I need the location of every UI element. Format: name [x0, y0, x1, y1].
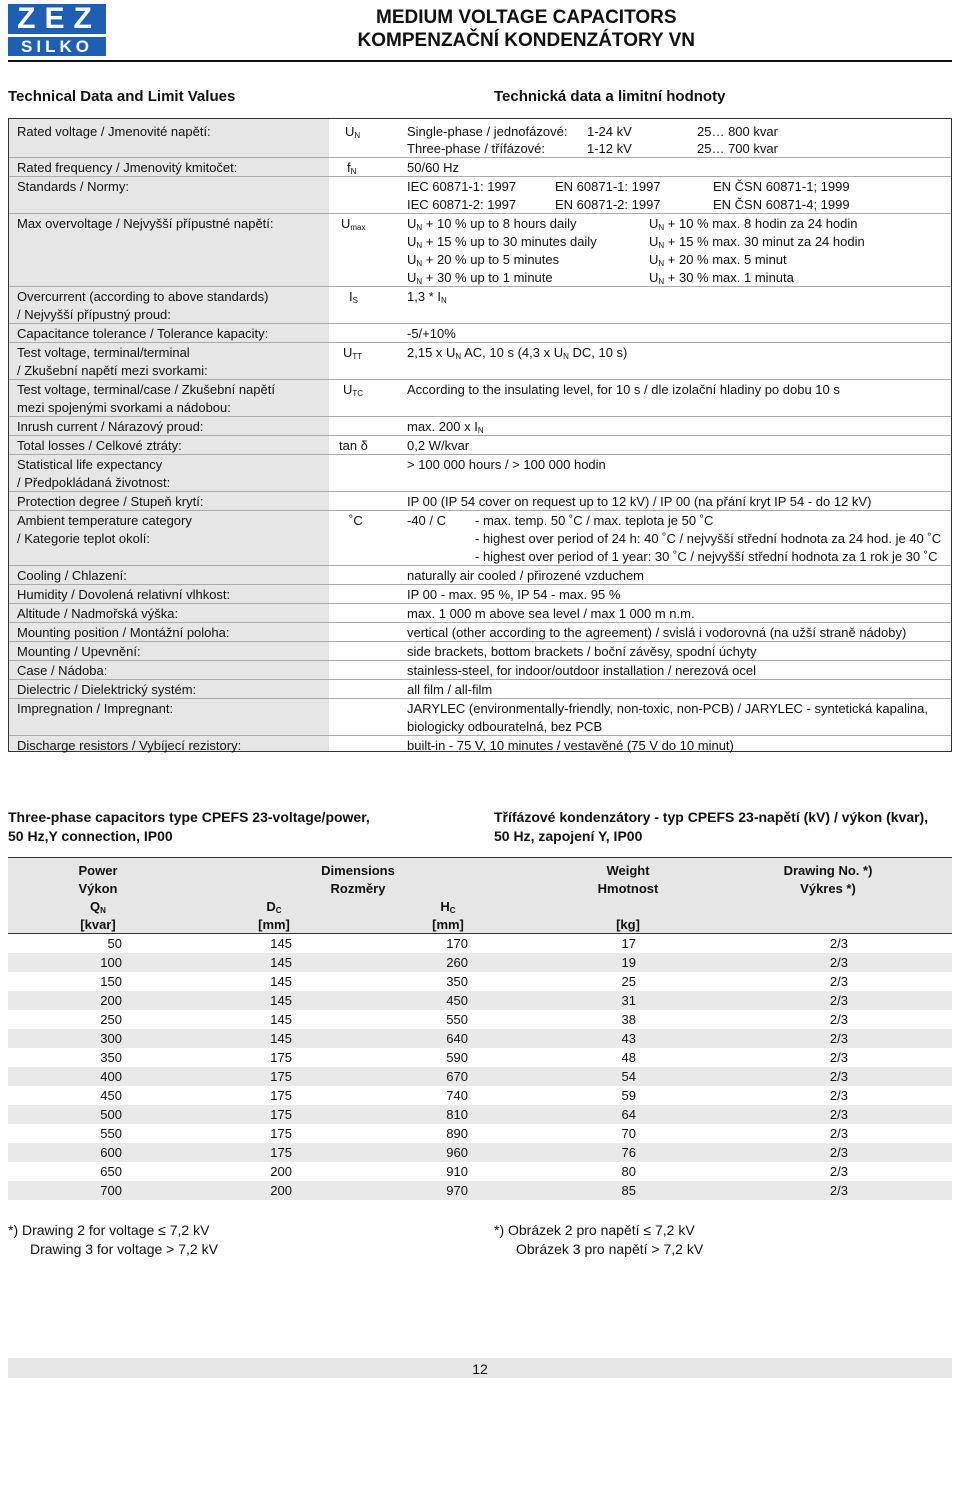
- three-phase-heading-en: [8, 808, 370, 846]
- value-mounting: side brackets, bottom brackets / boční závěsy, spodní úchyty: [407, 644, 757, 659]
- value-ambient-class: -40 / C: [407, 513, 447, 528]
- value-altitude: max. 1 000 m above sea level / max 1 000 m n.m.: [407, 606, 695, 621]
- standard-en-1: EN 60871-1: 1997: [555, 179, 661, 194]
- cell-height: 260: [446, 955, 468, 970]
- cell-diameter: 175: [270, 1088, 292, 1103]
- label-cooling: Cooling / Chlazení:: [17, 568, 127, 583]
- cell-power: 150: [100, 974, 122, 989]
- cell-power: 300: [100, 1031, 122, 1046]
- table-row: [8, 1048, 952, 1067]
- symbol-frequency: $f_N$: [347, 160, 357, 176]
- value-test-tt: 2,15 x $U_N$ AC, 10 s (4,3 x $U_N$ DC, 10 s): [407, 345, 628, 361]
- cell-drawing: 2/3: [829, 993, 848, 1008]
- cell-diameter: 145: [270, 1012, 292, 1027]
- table-row: [8, 972, 952, 991]
- label-inrush: Inrush current / Nárazový proud:: [17, 419, 204, 434]
- label-test-tt: Test voltage, terminal/terminal: [17, 345, 190, 360]
- header-power: Power: [78, 863, 118, 878]
- page-title: [358, 6, 695, 52]
- cell-drawing: 2/3: [829, 1126, 848, 1141]
- cell-weight: 76: [621, 1145, 636, 1160]
- symbol-test-tc: $U_{TC}$: [343, 382, 364, 398]
- cell-power: 700: [100, 1183, 122, 1198]
- cell-drawing: 2/3: [829, 936, 848, 951]
- header-weight-unit: [kg]: [616, 917, 640, 932]
- header-dc: $D_C$: [266, 899, 282, 915]
- value-humidity: IP 00 - max. 95 %, IP 54 - max. 95 %: [407, 587, 621, 602]
- cell-height: 810: [446, 1107, 468, 1122]
- value-frequency: 50/60 Hz: [407, 160, 460, 175]
- cell-power: 650: [100, 1164, 122, 1179]
- cell-height: 590: [446, 1050, 468, 1065]
- cell-drawing: 2/3: [829, 1069, 848, 1084]
- label-life: Statistical life expectancy: [17, 457, 163, 472]
- standard-iec-1: IEC 60871-1: 1997: [407, 179, 517, 194]
- three-phase-heading-en-line2: 50 Hz,Y connection, IP00: [8, 828, 173, 844]
- cell-drawing: 2/3: [829, 974, 848, 989]
- table-row: [8, 1162, 952, 1181]
- cell-height: 970: [446, 1183, 468, 1198]
- cell-power: 350: [100, 1050, 122, 1065]
- cell-weight: 48: [621, 1050, 636, 1065]
- three-phase-heading-cz-line2: 50 Hz, zapojení Y, IP00: [494, 828, 643, 844]
- label-humidity: Humidity / Dovolená relativní vlhkost:: [17, 587, 231, 602]
- header-drawing-cz: Výkres *): [800, 881, 856, 896]
- table-row: [8, 1181, 952, 1200]
- value-overcurrent: $1,3 * I_N$: [407, 289, 447, 305]
- cell-weight: 17: [621, 936, 636, 951]
- value-single-phase: Single-phase / jednofázové:: [407, 124, 568, 139]
- standard-csn-1: EN ČSN 60871-1; 1999: [713, 179, 850, 194]
- cell-weight: 64: [621, 1107, 636, 1122]
- value-ambient-24h: - highest over period of 24 h: 40 ˚C / nejvyšší střední hodnota za 24 hod. je 40 ˚C: [475, 531, 942, 546]
- label-frequency: Rated frequency / Jmenovitý kmitočet:: [17, 160, 238, 175]
- cell-height: 670: [446, 1069, 468, 1084]
- cell-power: 250: [100, 1012, 122, 1027]
- value-three-phase-kv: 1-12 kV: [587, 141, 632, 156]
- cell-drawing: 2/3: [829, 1164, 848, 1179]
- cell-diameter: 175: [270, 1069, 292, 1084]
- header-rule: [8, 60, 952, 62]
- cell-diameter: 145: [270, 1031, 292, 1046]
- cell-drawing: 2/3: [829, 1050, 848, 1065]
- value-inrush: max. 200 x $I_N$: [407, 419, 484, 435]
- label-rated-voltage: Rated voltage / Jmenovité napětí:: [17, 124, 211, 139]
- cell-weight: 70: [621, 1126, 636, 1141]
- cell-drawing: 2/3: [829, 1183, 848, 1198]
- cell-drawing: 2/3: [829, 1145, 848, 1160]
- label-protection: Protection degree / Stupeň krytí:: [17, 494, 204, 509]
- table-header: [8, 857, 952, 934]
- table-row: [8, 1105, 952, 1124]
- header-hc-unit: [mm]: [432, 917, 464, 932]
- overvoltage-en-3: $U_N + 20$ % up to 5 minutes: [407, 252, 560, 268]
- header-power-symbol: $Q_N$: [90, 899, 106, 915]
- symbol-rated-voltage: $U_N$: [345, 124, 361, 140]
- overvoltage-cz-4: $U_N + 30$ % max. 1 minuta: [649, 270, 794, 286]
- cell-height: 450: [446, 993, 468, 1008]
- title-en: MEDIUM VOLTAGE CAPACITORS: [376, 7, 677, 28]
- company-logo: [8, 4, 106, 56]
- page-number: 12: [472, 1361, 488, 1377]
- cell-height: 640: [446, 1031, 468, 1046]
- cell-weight: 85: [621, 1183, 636, 1198]
- cell-diameter: 175: [270, 1107, 292, 1122]
- label-test-tc-cz: mezi spojenými svorkami a nádobou:: [17, 400, 231, 415]
- label-test-tt-cz: / Zkušební napětí mezi svorkami:: [17, 363, 208, 378]
- cell-power: 100: [100, 955, 122, 970]
- cell-height: 890: [446, 1126, 468, 1141]
- header-hc: $H_C$: [440, 899, 456, 915]
- table-row: [8, 1143, 952, 1162]
- three-phase-heading-en-line1: Three-phase capacitors type CPEFS 23-voltage/power,: [8, 809, 370, 825]
- label-altitude: Altitude / Nadmořská výška:: [17, 606, 179, 621]
- capacitor-table: [8, 857, 952, 1512]
- header-drawing: Drawing No. *): [783, 863, 873, 878]
- value-dielectric: all film / all-film: [407, 682, 493, 697]
- label-discharge: Discharge resistors / Vybíjecí rezistory:: [17, 738, 242, 753]
- header-dc-unit: [mm]: [258, 917, 290, 932]
- value-discharge: built-in - 75 V, 10 minutes / vestavěné (75 V do 10 minut): [407, 738, 734, 753]
- cell-drawing: 2/3: [829, 1088, 848, 1103]
- value-mounting-position: vertical (other according to the agreement) / svislá i vodorovná (na užší straně nádoby): [407, 625, 907, 640]
- footnote-en-1: *) Drawing 2 for voltage ≤ 7,2 kV: [8, 1222, 210, 1238]
- cell-weight: 54: [621, 1069, 636, 1084]
- table-row: [8, 991, 952, 1010]
- cell-drawing: 2/3: [829, 1107, 848, 1122]
- cell-diameter: 145: [270, 936, 292, 951]
- cell-power: 600: [100, 1145, 122, 1160]
- cell-weight: 43: [621, 1031, 636, 1046]
- cell-height: 960: [446, 1145, 468, 1160]
- cell-weight: 25: [621, 974, 636, 989]
- overvoltage-en-1: $U_N + 10$ % up to 8 hours daily: [407, 216, 577, 232]
- value-life: > 100 000 hours / > 100 000 hodin: [407, 457, 606, 472]
- value-single-phase-kv: 1-24 kV: [587, 124, 632, 139]
- cell-diameter: 145: [270, 993, 292, 1008]
- header-weight-cz: Hmotnost: [597, 881, 659, 896]
- label-standards: Standards / Normy:: [17, 179, 129, 194]
- table-row: [8, 1029, 952, 1048]
- overvoltage-cz-2: $U_N + 15$ % max. 30 minut za 24 hodin: [649, 234, 865, 250]
- title-cz: KOMPENZAČNÍ KONDENZÁTORY VN: [357, 30, 695, 51]
- cell-weight: 19: [621, 955, 636, 970]
- cell-power: 450: [100, 1088, 122, 1103]
- value-three-phase: Three-phase / třífázové:: [407, 141, 546, 156]
- cell-diameter: 175: [270, 1126, 292, 1141]
- label-test-tc: Test voltage, terminal/case / Zkušební napětí: [17, 382, 275, 397]
- header-dimensions: Dimensions: [321, 863, 395, 878]
- table-row: [8, 1086, 952, 1105]
- header-power-unit: [kvar]: [80, 917, 116, 932]
- logo-top-text: ZEZ: [8, 4, 106, 34]
- overvoltage-en-4: $U_N + 30$ % up to 1 minute: [407, 270, 553, 286]
- cell-weight: 59: [621, 1088, 636, 1103]
- value-three-phase-kvar: 25… 700 kvar: [697, 141, 778, 156]
- three-phase-heading-cz-line1: Třífázové kondenzátory - typ CPEFS 23-napětí (kV) / výkon (kvar),: [494, 809, 929, 825]
- table-row: [8, 1124, 952, 1143]
- header-dimensions-cz: Rozměry: [330, 881, 386, 896]
- label-life-cz: / Předpokládaná životnost:: [17, 475, 171, 490]
- cell-height: 550: [446, 1012, 468, 1027]
- cell-weight: 38: [621, 1012, 636, 1027]
- label-overcurrent-cz: / Nejvyšší přípustný proud:: [17, 307, 171, 322]
- overvoltage-en-2: $U_N + 15$ % up to 30 minutes daily: [407, 234, 597, 250]
- cell-power: 500: [100, 1107, 122, 1122]
- value-case: stainless-steel, for indoor/outdoor installation / nerezová ocel: [407, 663, 757, 678]
- standard-iec-2: IEC 60871-2: 1997: [407, 197, 517, 212]
- cell-height: 170: [446, 936, 468, 951]
- value-protection: IP 00 (IP 54 cover on request up to 12 kV) / IP 00 (na přání kryt IP 54 - do 12 kV): [407, 494, 872, 509]
- label-impregnation: Impregnation / Impregnant:: [17, 701, 174, 716]
- cell-weight: 31: [621, 993, 636, 1008]
- cell-diameter: 145: [270, 974, 292, 989]
- cell-weight: 80: [621, 1164, 636, 1179]
- logo-bottom-text: SILKO: [8, 37, 106, 56]
- cell-power: 550: [100, 1126, 122, 1141]
- cell-height: 910: [446, 1164, 468, 1179]
- symbol-overcurrent: $I_S$: [349, 289, 358, 305]
- value-impregnation-2: biologicky odbouratelná, bez PCB: [407, 719, 603, 734]
- footnote-cz-2: Obrázek 3 pro napětí > 7,2 kV: [516, 1241, 704, 1257]
- value-ambient-1y: - highest over period of 1 year: 30 ˚C / nejvyšší střední hodnota za 1 rok je 30 ˚C: [475, 549, 938, 564]
- overvoltage-cz-3: $U_N + 20$ % max. 5 minut: [649, 252, 787, 268]
- label-ambient: Ambient temperature category: [17, 513, 192, 528]
- value-single-phase-kvar: 25… 800 kvar: [697, 124, 778, 139]
- cell-drawing: 2/3: [829, 1031, 848, 1046]
- label-mounting-position: Mounting position / Montážní poloha:: [17, 625, 230, 640]
- label-overvoltage: Max overvoltage / Nejvyšší přípustné napětí:: [17, 216, 274, 231]
- value-tolerance: -5/+10%: [407, 326, 456, 341]
- table-row: [8, 1067, 952, 1086]
- cell-height: 740: [446, 1088, 468, 1103]
- value-impregnation: JARYLEC (environmentally-friendly, non-toxic, non-PCB) / JARYLEC - syntetická kapalina,: [407, 701, 928, 716]
- overvoltage-cz-1: $U_N + 10$ % max. 8 hodin za 24 hodin: [649, 216, 858, 232]
- value-cooling: naturally air cooled / přirozené vzduchem: [407, 568, 645, 583]
- footnote-cz-1: *) Obrázek 2 pro napětí ≤ 7,2 kV: [494, 1222, 695, 1238]
- cell-diameter: 200: [270, 1183, 292, 1198]
- symbol-losses: tan δ: [339, 438, 368, 453]
- cell-power: 200: [100, 993, 122, 1008]
- spec-table: [8, 118, 952, 752]
- cell-drawing: 2/3: [829, 1012, 848, 1027]
- standard-csn-2: EN ČSN 60871-4; 1999: [713, 197, 850, 212]
- footnote-en-2: Drawing 3 for voltage > 7,2 kV: [30, 1241, 218, 1257]
- three-phase-heading-cz: [494, 808, 928, 846]
- value-test-tc: According to the insulating level, for 10 s / dle izolační hladiny po dobu 10 s: [407, 382, 840, 397]
- label-ambient-cz: / Kategorie teplot okolí:: [17, 531, 150, 546]
- section-heading-en: Technical Data and Limit Values: [8, 88, 236, 105]
- label-mounting: Mounting / Upevnění:: [17, 644, 141, 659]
- symbol-test-tt: $U_{TT}$: [343, 345, 363, 361]
- header-weight: Weight: [606, 863, 650, 878]
- table-row: [8, 1010, 952, 1029]
- cell-height: 350: [446, 974, 468, 989]
- label-overcurrent: Overcurrent (according to above standards): [17, 289, 269, 304]
- header-power-cz: Výkon: [78, 881, 118, 896]
- label-losses: Total losses / Celkové ztráty:: [17, 438, 182, 453]
- cell-power: 50: [107, 936, 122, 951]
- value-ambient-max: - max. temp. 50 ˚C / max. teplota je 50 ˚C: [475, 513, 714, 528]
- cell-drawing: 2/3: [829, 955, 848, 970]
- standard-en-2: EN 60871-2: 1997: [555, 197, 661, 212]
- table-row: [8, 953, 952, 972]
- symbol-ambient: ˚C: [349, 513, 363, 528]
- cell-power: 400: [100, 1069, 122, 1084]
- label-dielectric: Dielectric / Dielektrický systém:: [17, 682, 197, 697]
- symbol-overvoltage: $U_{max}$: [341, 216, 366, 232]
- value-losses: 0,2 W/kvar: [407, 438, 470, 453]
- section-heading-cz: Technická data a limitní hodnoty: [494, 88, 726, 105]
- table-row: [8, 934, 952, 953]
- cell-diameter: 175: [270, 1050, 292, 1065]
- cell-diameter: 145: [270, 955, 292, 970]
- cell-diameter: 200: [270, 1164, 292, 1179]
- cell-diameter: 175: [270, 1145, 292, 1160]
- label-tolerance: Capacitance tolerance / Tolerance kapacity:: [17, 326, 269, 341]
- label-case: Case / Nádoba:: [17, 663, 108, 678]
